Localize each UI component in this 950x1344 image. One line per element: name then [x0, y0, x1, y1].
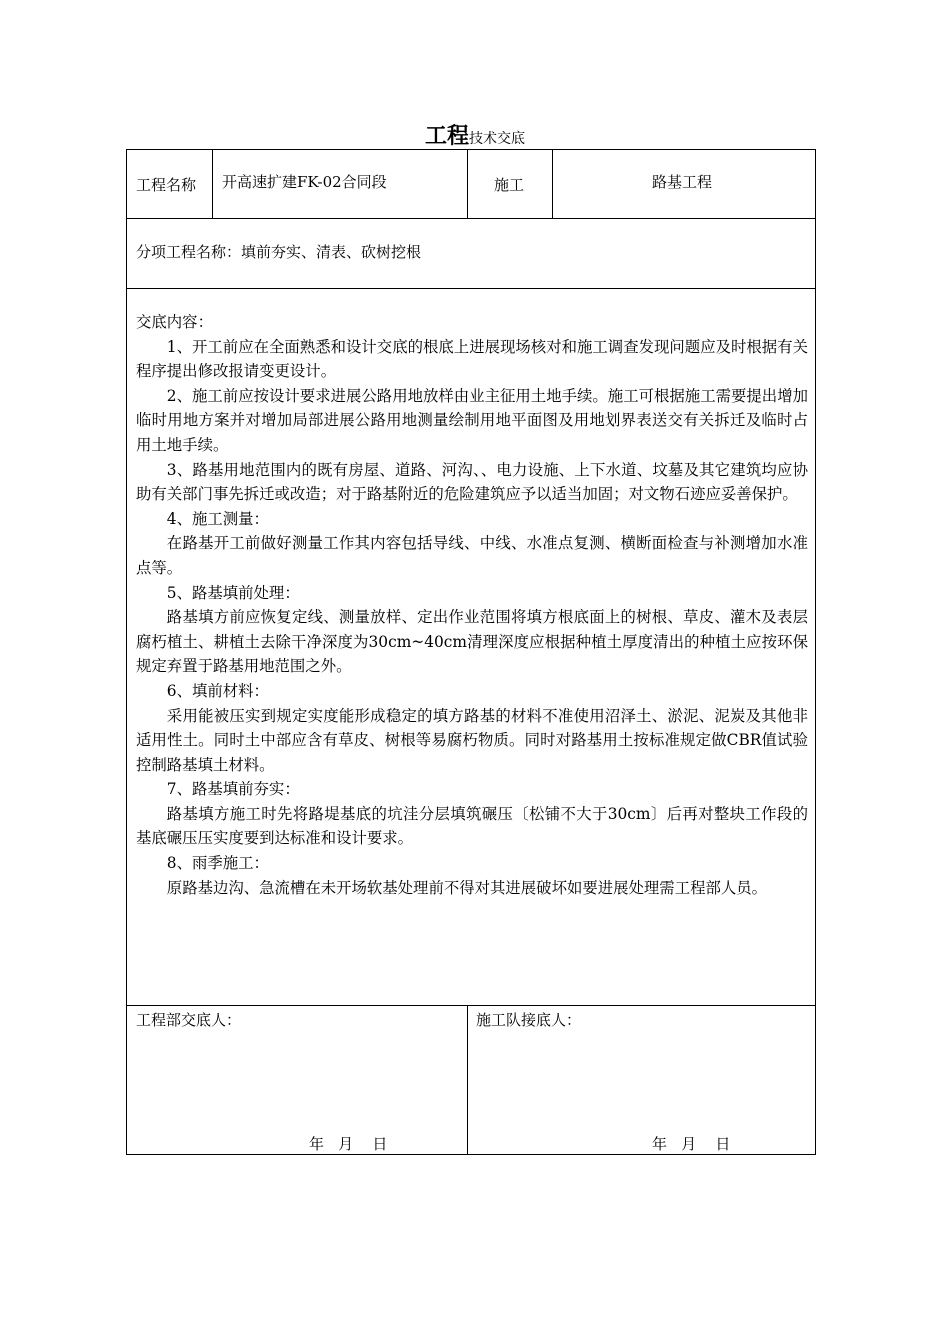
- disclosure-content: [136, 310, 808, 900]
- content-heading: 交底内容：: [136, 313, 213, 331]
- content-paragraph: 4、施工测量：: [166, 509, 269, 528]
- content-paragraph: 2、施工前应按设计要求进展公路用地放样由业主征用土地手续。施工可根据施工需要提出增加临时用地方案并对增加局部进展公路用地测量绘制用地平面图及用地划界表送交有关拆迁及临时占用土地手续。: [136, 386, 808, 454]
- content-paragraph: 8、雨季施工：: [166, 854, 269, 873]
- content-paragraph: 1、开工前应在全面熟悉和设计交底的根底上进展现场核对和施工调查发现问题应及时根据有关程序提出修改报请变更设计。: [136, 337, 808, 381]
- content-paragraph: 采用能被压实到规定实度能形成稳定的填方路基的材料不准使用沼泽土、淤泥、泥炭及其他非适用性土。同时土中部应含有草皮、树根等易腐朽物质。同时对路基用土按标准规定做CBR值试验控制路基填土材料。: [136, 706, 808, 774]
- content-paragraph: 6、填前材料：: [166, 681, 269, 700]
- construction-label: 施工: [494, 176, 525, 194]
- title-main: 工程: [424, 124, 469, 149]
- left-date: 年 月 日: [309, 1135, 388, 1153]
- subitem-name: 分项工程名称：填前夯实、清表、砍树挖根: [136, 243, 422, 261]
- project-name-label: 工程名称: [136, 176, 197, 194]
- left-signature-label: 工程部交底人：: [136, 1011, 242, 1029]
- content-paragraph: 5、路基填前处理：: [166, 583, 300, 602]
- content-paragraph: 在路基开工前做好测量工作其内容包括导线、中线、水准点复测、横断面检查与补测增加水准点等。: [136, 534, 808, 577]
- project-name-value: 开高速扩建FK-02合同段: [222, 173, 387, 191]
- right-signature-label: 施工队接底人：: [476, 1011, 582, 1029]
- content-paragraph: 路基填方前应恢复定线、测量放样、定出作业范围将填方根底面上的树根、草皮、灌木及表层腐朽植土、耕植土去除干净深度为30cm~40cm清理深度应根据种植土厚度清出的种植土应按环保规定弃置于路基用地范围之外。: [136, 608, 808, 676]
- title-sub: 技术交底: [469, 131, 525, 147]
- construction-value: 路基工程: [652, 173, 713, 191]
- content-paragraph: 3、路基用地范围内的既有房屋、道路、河沟、、电力设施、上下水道、坟墓及其它建筑均应协助有关部门事先拆迁或改造；对于路基附近的危险建筑应予以适当加固；对文物石迹应妥善保护。: [136, 460, 808, 504]
- right-date: 年 月 日: [652, 1135, 731, 1153]
- content-paragraph: 7、路基填前夯实：: [166, 780, 300, 799]
- content-paragraph: 路基填方施工时先将路堤基底的坑洼分层填筑碾压〔松铺不大于30cm〕后再对整块工作段的基底碾压压实度要到达标准和设计要求。: [136, 804, 808, 848]
- content-paragraph: 原路基边沟、急流槽在未开场软基处理前不得对其进展破坏如要进展处理需工程部人员。: [166, 878, 768, 897]
